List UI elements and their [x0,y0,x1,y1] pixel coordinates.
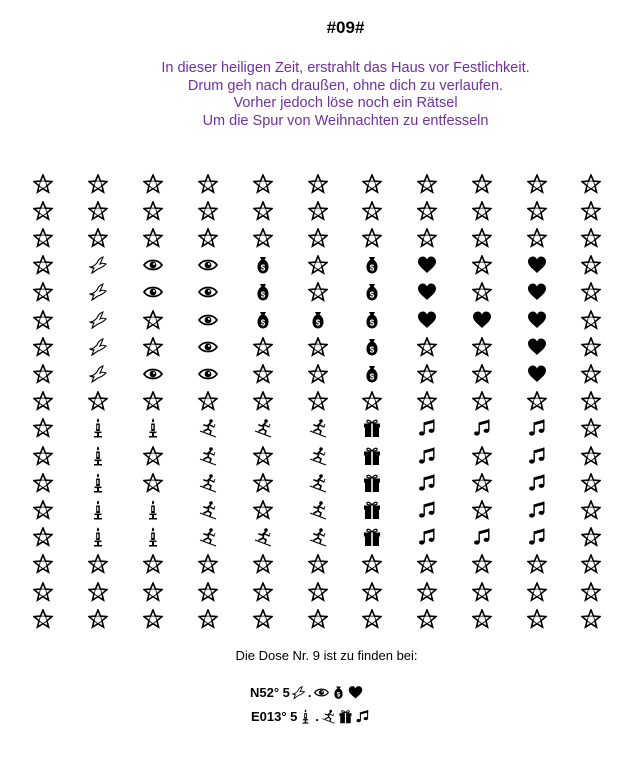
star-icon [517,388,557,415]
heart-icon [348,685,363,700]
candle-icon [78,442,118,469]
star-icon [23,605,63,632]
eye-icon [188,360,228,387]
star-icon [298,551,338,578]
dove-icon [291,685,306,700]
star-icon [298,360,338,387]
star-icon [243,333,283,360]
music-note-icon [407,469,447,496]
heart-icon [407,279,447,306]
gift-icon [352,442,392,469]
star-icon [462,279,502,306]
skier-icon [298,496,338,523]
star-icon [517,170,557,197]
star-icon [188,170,228,197]
gift-icon [352,415,392,442]
star-icon [462,252,502,279]
grid-row [26,578,626,605]
star-icon [133,469,173,496]
money-bag-icon [352,333,392,360]
star-icon [462,197,502,224]
svg-text:$: $ [369,290,375,300]
star-icon [352,605,392,632]
star-icon [133,551,173,578]
star-icon [352,551,392,578]
star-icon [243,578,283,605]
star-icon [23,496,63,523]
east-coordinate-symbols [298,709,370,724]
music-note-icon [407,442,447,469]
grid-row [26,252,626,279]
star-icon [133,170,173,197]
star-icon [571,524,611,551]
star-icon [133,306,173,333]
svg-text:$: $ [315,318,321,327]
skier-icon [298,524,338,551]
star-icon [23,333,63,360]
skier-icon [298,415,338,442]
music-note-icon [407,496,447,523]
grid-row [26,388,626,415]
money-bag-icon [243,279,283,306]
grid-row [26,415,626,442]
star-icon [188,551,228,578]
star-icon [571,252,611,279]
star-icon [133,333,173,360]
star-icon [243,469,283,496]
candle-icon [133,524,173,551]
eye-icon [133,252,173,279]
poem-line: Um die Spur von Weihnachten zu entfesseln [202,112,489,129]
star-icon [407,333,447,360]
eye-icon [188,252,228,279]
svg-text:$: $ [369,263,375,273]
star-icon [298,279,338,306]
grid-row [26,224,626,251]
music-note-icon [517,496,557,523]
money-bag-icon [352,360,392,387]
heart-icon [407,306,447,333]
music-note-icon [517,415,557,442]
money-bag-icon [243,252,283,279]
grid-row [26,524,626,551]
skier-icon [243,415,283,442]
music-note-icon [407,415,447,442]
star-icon [298,224,338,251]
star-icon [517,605,557,632]
heart-icon [462,306,502,333]
skier-icon [188,469,228,496]
heart-icon [407,252,447,279]
star-icon [23,415,63,442]
heart-icon [517,252,557,279]
svg-text:$: $ [260,290,266,300]
star-icon [23,524,63,551]
star-icon [78,197,118,224]
grid-row [26,442,626,469]
star-icon [243,605,283,632]
star-icon [407,551,447,578]
eye-icon [133,279,173,306]
star-icon [462,333,502,360]
music-note-icon [355,709,370,724]
svg-text:$: $ [369,372,375,382]
skier-icon [188,442,228,469]
star-icon [243,496,283,523]
star-icon [298,197,338,224]
gift-icon [352,496,392,523]
star-icon [462,578,502,605]
star-icon [23,578,63,605]
heart-icon [517,333,557,360]
star-icon [571,578,611,605]
candle-icon [78,415,118,442]
eye-icon [188,279,228,306]
skier-icon [321,709,336,724]
star-icon [243,551,283,578]
star-icon [243,442,283,469]
poem-line: In dieser heiligen Zeit, erstrahlt das Haus vor Festlichkeit. [161,60,530,76]
money-bag-icon [352,279,392,306]
svg-text:$: $ [260,318,266,327]
star-icon [243,224,283,251]
grid-row [26,306,626,333]
music-note-icon [462,524,502,551]
grid-row [26,170,626,197]
grid-row [26,360,626,387]
north-coordinate-prefix: N52° 5 [250,684,290,700]
star-icon [78,388,118,415]
star-icon [571,170,611,197]
money-bag-icon [243,306,283,333]
star-icon [407,360,447,387]
skier-icon [243,524,283,551]
star-icon [571,605,611,632]
candle-icon [133,415,173,442]
star-icon [298,578,338,605]
eye-icon [188,306,228,333]
north-coordinate [250,682,363,702]
star-icon [188,605,228,632]
star-icon [517,197,557,224]
star-icon [23,197,63,224]
cache-location-label: Die Dose Nr. 9 ist zu finden bei: [235,648,418,663]
music-note-icon [462,415,502,442]
music-note-icon [517,524,557,551]
east-coordinate [251,706,370,726]
star-icon [78,605,118,632]
money-bag-icon [352,252,392,279]
candle-icon [78,469,118,496]
star-icon [462,496,502,523]
page-title: #09# [326,18,365,37]
heart-icon [517,306,557,333]
star-icon [407,224,447,251]
star-icon [23,252,63,279]
star-icon [352,578,392,605]
star-icon [571,496,611,523]
star-icon [133,605,173,632]
candle-icon [78,496,118,523]
music-note-icon [407,524,447,551]
star-icon [517,224,557,251]
grid-row [26,197,626,224]
star-icon [78,224,118,251]
star-icon [462,224,502,251]
star-icon [571,388,611,415]
star-icon [78,578,118,605]
star-icon [23,170,63,197]
candle-icon [78,524,118,551]
grid-row [26,333,626,360]
gift-icon [352,469,392,496]
star-icon [571,469,611,496]
star-icon [23,469,63,496]
dove-icon [78,333,118,360]
star-icon [571,224,611,251]
money-bag-icon [331,685,346,700]
star-icon [188,197,228,224]
grid-row [26,496,626,523]
candle-icon [133,496,173,523]
coordinate-separator: . [315,708,320,724]
star-icon [571,442,611,469]
star-icon [407,605,447,632]
star-icon [571,279,611,306]
star-icon [23,279,63,306]
svg-text:$: $ [260,263,266,273]
gift-icon [352,524,392,551]
star-icon [407,197,447,224]
star-icon [571,360,611,387]
star-icon [298,170,338,197]
poem-line: Drum geh nach draußen, ohne dich zu verlaufen. [187,77,504,94]
star-icon [133,388,173,415]
star-icon [23,306,63,333]
star-icon [23,360,63,387]
music-note-icon [517,469,557,496]
star-icon [462,360,502,387]
star-icon [352,170,392,197]
skier-icon [298,469,338,496]
star-icon [462,388,502,415]
star-icon [78,170,118,197]
skier-icon [188,415,228,442]
star-icon [298,252,338,279]
grid-row [26,469,626,496]
money-bag-icon [352,306,392,333]
star-icon [243,388,283,415]
star-icon [188,224,228,251]
star-icon [298,388,338,415]
heart-icon [517,279,557,306]
eye-icon [133,360,173,387]
skier-icon [188,524,228,551]
star-icon [571,551,611,578]
music-note-icon [517,442,557,469]
star-icon [352,197,392,224]
star-icon [517,578,557,605]
dove-icon [78,252,118,279]
star-icon [517,551,557,578]
star-icon [298,605,338,632]
dove-icon [78,306,118,333]
star-icon [243,197,283,224]
star-icon [188,388,228,415]
star-icon [462,442,502,469]
dove-icon [78,279,118,306]
star-icon [23,224,63,251]
star-icon [462,469,502,496]
star-icon [243,170,283,197]
gift-icon [338,709,353,724]
star-icon [298,333,338,360]
north-coordinate-symbols [291,685,363,700]
dove-icon [78,360,118,387]
star-icon [407,388,447,415]
star-icon [23,551,63,578]
star-icon [133,224,173,251]
heart-icon [517,360,557,387]
coordinate-separator: . [307,684,312,700]
star-icon [571,415,611,442]
skier-icon [188,496,228,523]
star-icon [571,306,611,333]
svg-text:$: $ [369,318,375,327]
grid-row [26,551,626,578]
star-icon [133,197,173,224]
star-icon [407,578,447,605]
star-icon [133,442,173,469]
poem-line: Vorher jedoch löse noch ein Rätsel [233,95,458,111]
star-icon [407,170,447,197]
star-icon [352,224,392,251]
star-icon [571,197,611,224]
candle-icon [298,709,313,724]
star-icon [78,551,118,578]
star-icon [188,578,228,605]
star-icon [243,360,283,387]
star-icon [462,605,502,632]
east-coordinate-prefix: E013° 5 [251,708,298,724]
svg-text:$: $ [336,692,340,699]
star-icon [23,388,63,415]
star-icon [462,551,502,578]
star-icon [571,333,611,360]
star-icon [462,170,502,197]
money-bag-icon [298,306,338,333]
star-icon [133,578,173,605]
grid-row [26,279,626,306]
svg-text:$: $ [369,345,375,355]
riddle-poem [0,60,643,130]
eye-icon [314,685,329,700]
grid-row [26,605,626,632]
star-icon [352,388,392,415]
star-icon [23,442,63,469]
eye-icon [188,333,228,360]
skier-icon [298,442,338,469]
